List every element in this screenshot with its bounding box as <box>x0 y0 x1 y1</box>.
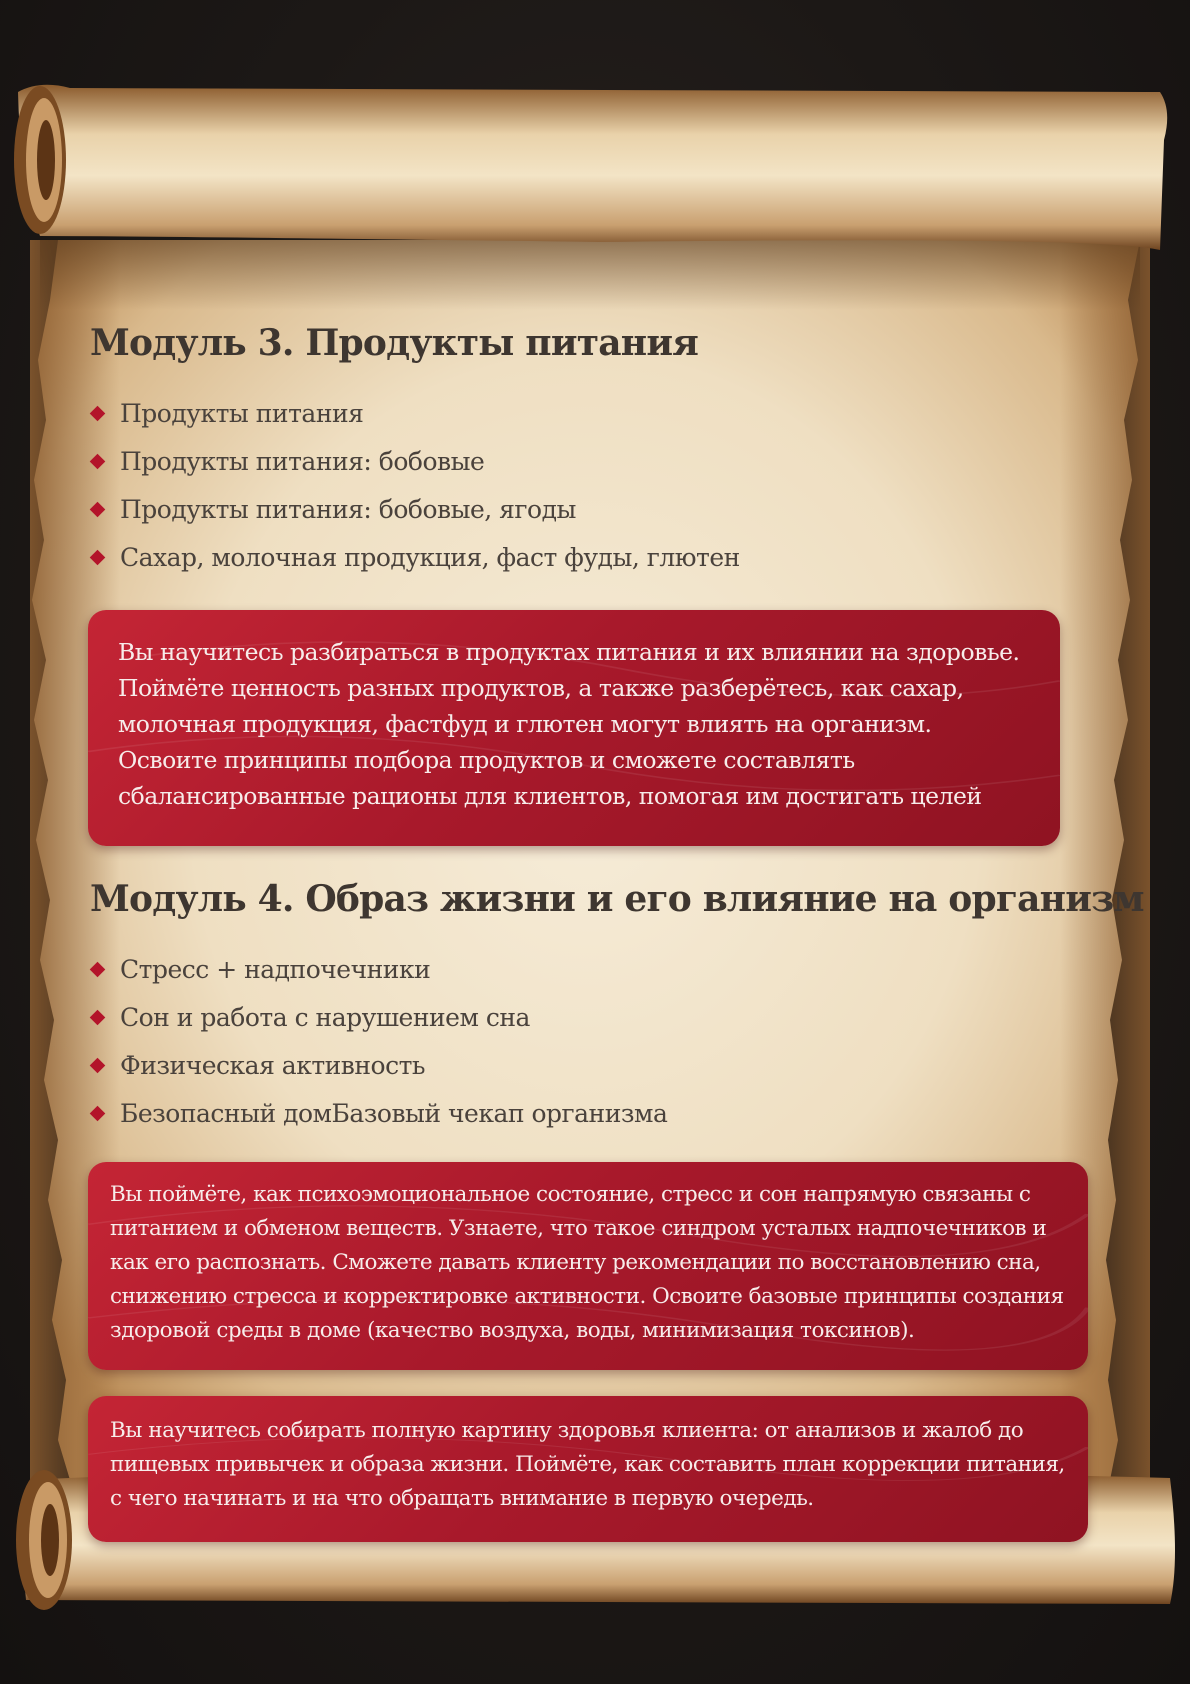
diamond-bullet-icon <box>90 1058 106 1074</box>
topic-label: Физическая активность <box>120 1051 426 1080</box>
module-4-topic <box>90 1090 667 1138</box>
topic-label: Сон и работа с нарушением сна <box>120 1003 530 1032</box>
module-3-topics-list <box>90 390 740 582</box>
module-3-description: Вы научитесь разбираться в продуктах питания и их влиянии на здоровье. Поймёте ценность разных продуктов, а также разберётесь, как сахар, молочная продукция, фастфуд и глютен могут влиять на организм. Освоите принципы подбора продуктов и сможете составлять сбалансированные рационы для клиентов, помогая им достигать целей <box>118 638 1020 810</box>
module-4-summary: Вы научитесь собирать полную картину здоровья клиента: от анализов и жалоб до пищевых привычек и образа жизни. Поймёте, как составить план коррекции питания, с чего начинать и на что обращать внимание в первую очередь. <box>110 1418 1065 1511</box>
module-4-topic <box>90 1042 667 1090</box>
module-3-topic <box>90 438 740 486</box>
diamond-bullet-icon <box>90 550 106 566</box>
topic-label: Продукты питания: бобовые, ягоды <box>120 495 576 524</box>
diamond-bullet-icon <box>90 962 106 978</box>
module-3-description-card <box>88 610 1060 846</box>
diamond-bullet-icon <box>90 1010 106 1026</box>
module-4-summary-card <box>88 1396 1088 1542</box>
module-4-description-card <box>88 1162 1088 1370</box>
module-3-topic <box>90 534 740 582</box>
module-3-topic <box>90 390 740 438</box>
module-3-title: Модуль 3. Продукты питания <box>90 322 699 364</box>
module-4-title: Модуль 4. Образ жизни и его влияние на организм <box>90 878 1144 920</box>
diamond-bullet-icon <box>90 406 106 422</box>
module-4-topic <box>90 994 667 1042</box>
topic-label: Продукты питания <box>120 399 364 428</box>
module-4-description: Вы поймёте, как психоэмоциональное состояние, стресс и сон напрямую связаны с питанием и обменом веществ. Узнаете, что такое синдром усталых надпочечников и как его распознать. Сможете давать клиенту рекомендации по восстановлению сна, снижению стресса и корректировке активности. Освоите базовые принципы создания здоровой среды в доме (качество воздуха, воды, минимизация токсинов). <box>110 1182 1064 1343</box>
topic-label: Сахар, молочная продукция, фаст фуды, глютен <box>120 543 740 572</box>
topic-label: Безопасный домБазовый чекап организма <box>120 1099 668 1128</box>
module-4-topics-list <box>90 946 667 1138</box>
diamond-bullet-icon <box>90 502 106 518</box>
topic-label: Стресс + надпочечники <box>120 955 431 984</box>
module-4-topic <box>90 946 667 994</box>
diamond-bullet-icon <box>90 1106 106 1122</box>
topic-label: Продукты питания: бобовые <box>120 447 485 476</box>
module-3-topic <box>90 486 740 534</box>
diamond-bullet-icon <box>90 454 106 470</box>
